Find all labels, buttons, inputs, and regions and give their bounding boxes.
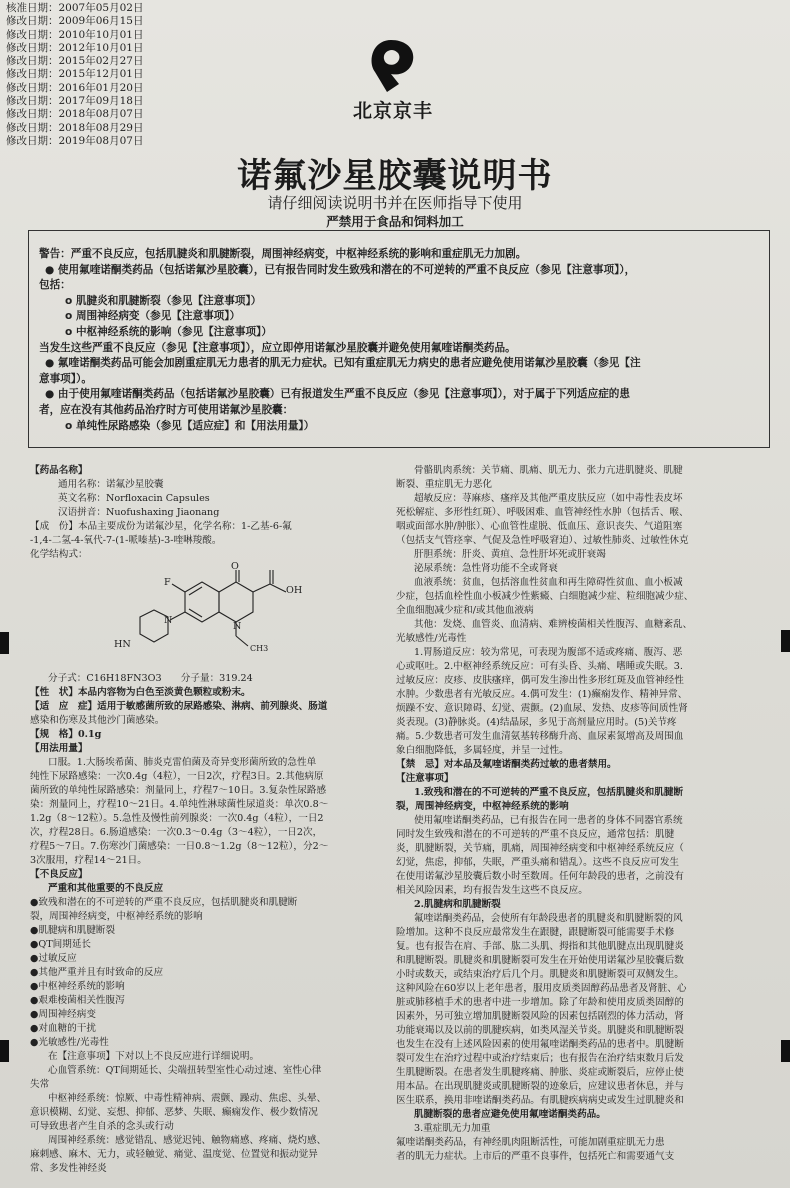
revision-date: 修改日期：2016年01月20日 [6,81,144,94]
right-text-line: 烦躁不安、意识障碍、幻觉、震颤。(2)血尿、发热、皮疹等间质性肾 [396,703,688,714]
right-text-line: 裂可发生在治疗过程中或治疗结束后；也有报告在治疗结束数月后发 [396,1053,684,1064]
right-text-line: 【注意事项】 [396,773,454,784]
right-text-line: 死松解症、多形性红斑）、呼吸困难、血管神经性水肿（包括舌、喉、 [396,507,689,518]
right-text-line: 肌腱断裂的患者应避免使用氟喹诺酮类药品。 [414,1109,606,1120]
right-text-line: 也发生在没有上述风险因素的使用氟喹诺酮类药品的患者中。肌腱断 [396,1039,684,1050]
left-text-line: ●艰难梭菌相关性腹泻 [30,995,125,1006]
warning-line: 意事项】）。 [39,372,92,385]
revision-date: 修改日期：2012年10月01日 [6,41,144,54]
right-text-line: 在使用诺氟沙星胶囊后数小时至数周。任何年龄段的患者，之前没有 [396,871,684,882]
left-text-line: 在【注意事项】下对以上不良反应进行详细说明。 [48,1051,260,1062]
right-text-line: 功能衰竭以及以前的肌腱疾病，如类风湿关节炎。肌腱炎和肌腱断裂 [396,1025,684,1036]
revision-date: 修改日期：2015年02月27日 [6,55,144,68]
warning-line: 当发生这些严重不良反应（参见【注意事项】），应立即停用诺氟沙星胶囊并避免使用氟喹诺酮类药品。 [39,341,516,354]
left-text-line: 失常 [30,1079,50,1090]
fold-mark-right-1 [781,630,790,652]
right-text-line: 【禁 忌】对本品及氟喹诺酮类药过敏的患者禁用。 [396,759,617,770]
left-text-line: 纯性下尿路感染：一次0.4g（4粒），一日2次，疗程3日。2.其他病原 [30,771,324,782]
revision-date: 修改日期：2010年10月01日 [6,28,144,41]
warning-line: 者，应在没有其他药品治疗时方可使用诺氟沙星胶囊： [39,403,294,416]
right-text-line: （包括支气管痉挛、气促及急性呼吸窘迫）、过敏性肺炎、过敏性休克 [396,535,689,546]
right-text-line: 小时或数天，或结束治疗后几个月。肌腱炎和肌腱断裂可双侧发生。 [396,969,684,980]
left-text-line: ●QT间期延长 [30,939,92,950]
left-text-line: 分子式：C16H18FN3O3 分子量：319.24 [48,673,253,684]
right-text-line: 用本品。在出现肌腱炎或肌腱断裂的迹象后，应建议患者休息，并与 [396,1081,684,1092]
document-subtitle: 请仔细阅读说明书并在医师指导下使用 [267,194,523,212]
right-text-line: 全血细胞减少症和/或其他血液病 [396,605,534,616]
right-text-line: 少症，包括血栓性血小板减少性紫癜、白细胞减少症、粒细胞减少症、 [396,591,694,602]
revision-date: 修改日期：2019年08月07日 [6,134,144,147]
left-text-line: 汉语拼音：Nuofushaxing Jiaonang [58,507,220,518]
left-text-line: 通用名称：诺氟沙星胶囊 [58,479,164,490]
right-text-line: 骨骼肌肉系统：关节痛、肌痛、肌无力、张力亢进肌腱炎、肌腱 [414,465,683,476]
left-text-line: 疗程5～7日。7.伤寒沙门菌感染：一日0.8～1.2g（8～12粒），分2～ [30,841,329,852]
fold-mark-left-2 [0,1040,9,1062]
right-text-line: 炎表现。(3)静脉炎。(4)结晶尿，多见于高剂量应用时。(5)关节疼 [396,717,677,728]
document-title: 诺氟沙星胶囊说明书 [237,156,553,196]
warning-line: 警告：严重不良反应，包括肌腱炎和肌腱断裂，周围神经病变，中枢神经系统的影响和重症肌无力加剧。 [39,248,527,260]
right-text-line: 过敏反应：皮疹、皮肤瘙痒，偶可发生渗出性多形红斑及血管神经性 [396,675,684,686]
left-column [30,464,390,1176]
warning-line: o 中枢神经系统的影响（参见【注意事项】） [65,325,272,338]
right-text-line: 泌尿系统：急性肾功能不全或肾衰 [414,563,558,574]
brand-logo [338,38,448,123]
boxed-warning [28,230,770,448]
left-text-line: ●周围神经病变 [30,1009,96,1020]
left-text-line: 染：剂量同上，疗程10～21日。4.单纯性淋球菌性尿道炎：单次0.8～ [30,799,329,810]
revision-date: 修改日期：2009年06月15日 [6,15,144,28]
left-text-line: 3次服用，疗程14～21日。 [30,855,147,866]
left-text-line: 【规 格】0.1g [30,729,102,740]
right-text-line: 3.重症肌无力加重 [414,1123,491,1134]
right-text-line: 断裂、重症肌无力恶化 [396,479,492,490]
left-text-line: ●光敏感性/光毒性 [30,1037,109,1048]
revision-date: 修改日期：2017年09月18日 [6,95,144,108]
left-text-line: 【用法用量】 [30,743,88,754]
left-text-line: 裂，周围神经病变，中枢神经系统的影响 [30,911,203,922]
right-text-line: 裂，周围神经病变，中枢神经系统的影响 [396,801,569,812]
revision-date: 核准日期：2007年05月02日 [6,2,144,14]
left-text-line: 心血管系统：QT间期延长、尖端扭转型室性心动过速、室性心律 [48,1065,322,1076]
chemical-structure [30,562,390,672]
left-text-line: 常、多发性神经炎 [30,1163,107,1174]
right-text-line: 因素外，另可独立增加肌腱断裂风险的因素包括剧烈的体力活动，肾 [396,1011,684,1022]
atom-hn: HN [114,639,131,650]
left-text-line: 感染和伤寒及其他沙门菌感染。 [30,715,165,726]
right-text-line: 2.肌腱病和肌腱断裂 [414,899,501,910]
left-text-line: -1,4-二氢-4-氧代-7-(1-哌嗪基)-3-喹啉羧酸。 [30,535,222,546]
logo-mark-icon [361,38,425,94]
right-text-line: 复。也有报告在肩、手部、肱二头肌、拇指和其他肌腱点出现肌腱炎 [396,941,684,952]
left-text-line: 口服。1.大肠埃希菌、肺炎克雷伯菌及奇异变形菌所致的急性单 [48,757,317,768]
usage-restriction: 严禁用于食品和饲料加工 [326,214,464,229]
right-text-line: 这种风险在60岁以上老年患者，服用皮质类固醇药品患者及肾脏、心 [396,983,687,994]
left-text-line: 英文名称：Norfloxacin Capsules [58,493,210,504]
right-text-line: 痛。5.少数患者可发生血清氨基转移酶升高、血尿素氮增高及周围血 [396,731,684,742]
right-text-line: 1.胃肠道反应：较为常见，可表现为腹部不适或疼痛、腹泻、恶 [414,647,683,658]
norfloxacin-structure-diagram [90,562,310,672]
right-text-line: 其他：发烧、血管炎、血清病、难辨梭菌相关性腹泻、血糖紊乱、 [414,619,693,630]
right-text-line: 血液系统：贫血，包括溶血性贫血和再生障碍性贫血、血小板减 [414,577,683,588]
left-text-line: 【药品名称】 [30,465,88,476]
right-text-line: 生肌腱断裂。在患者发生肌腱疼痛、肿胀、炎症或断裂后，应停止使 [396,1067,684,1078]
right-text-line: 水肿。少数患者有光敏反应。4.偶可发生：(1)癫痫发作、精神异常、 [396,689,688,700]
right-text-line: 险增加。这种不良反应最常发生在跟腱，跟腱断裂可能需要手术修 [396,927,675,938]
warning-line: o 肌腱炎和肌腱断裂（参见【注意事项】） [65,294,262,307]
left-text-line: ●中枢神经系统的影响 [30,981,125,992]
left-text-line: 1.2g（8～12粒）。5.急性及慢性前列腺炎：一次0.4g（4粒），一日2 [30,813,324,824]
left-text-line: 可导致患者产生自杀的念头或行动 [30,1121,174,1132]
right-text-line: 咽或面部水肿/肿胀）、心血管性虚脱、低血压、意识丧失、气道阻塞 [396,521,683,532]
left-text-line: ●其他严重并且有时致命的反应 [30,967,164,978]
right-text-line: 1.致残和潜在的不可逆转的严重不良反应，包括肌腱炎和肌腱断 [414,787,684,798]
right-text-line: 医生联系，换用非喹诺酮类药品。有肌腱疾病病史或发生过肌腱炎和 [396,1095,684,1106]
warning-line: ● 使用氟喹诺酮类药品（包括诺氟沙星胶囊），已有报告同时发生致残和潜在的不可逆转的严重不良反应（参见【注意事项】）， [45,263,636,276]
atom-oh: OH [286,585,303,596]
revision-history [6,2,143,148]
left-text-line: 【不良反应】 [30,869,88,880]
fold-mark-left-1 [0,632,9,654]
left-text-line: ●过敏反应 [30,953,77,964]
right-text-line: 脏或肺移植手术的患者中进一步增加。除了年龄和使用皮质类固醇的 [396,997,684,1008]
left-text-line: 中枢神经系统：惊厥、中毒性精神病、震颤、躁动、焦虑、头晕、 [48,1093,327,1104]
ethyl-label: CH3 [250,644,269,653]
right-text-line: 使用氟喹诺酮类药品，已有报告在同一患者的身体不同器官系统 [414,815,683,826]
warning-line: 包括： [39,279,71,292]
right-text-line: 光敏感性/光毒性 [396,633,467,644]
right-text-line: 同时发生致残和潜在的不可逆转的严重不良反应，通常包括：肌腱 [396,829,675,840]
atom-f: F [164,577,171,588]
revision-date: 修改日期：2015年12月01日 [6,68,144,81]
left-text-line: 意识模糊、幻觉、妄想、抑郁、恶梦、失眠、癫痫发作、极少数情况 [30,1107,318,1118]
revision-date: 修改日期：2018年08月29日 [6,121,144,134]
left-text-line: 化学结构式： [30,549,88,560]
right-text-line: 象白细胞降低，多属轻度，并呈一过性。 [396,745,569,756]
left-text-line: 周围神经系统：感觉错乱、感觉迟钝、触物痛感、疼痛、烧灼感、 [48,1135,327,1146]
left-text-line: 次，疗程28日。6.肠道感染：一次0.3～0.4g（3～4粒），一日2次， [30,827,323,838]
atom-n2: N [233,621,242,632]
right-text-line: 炎，肌腱断裂，关节痛，肌痛，周围神经病变和中枢神经系统反应（ [396,843,684,854]
brand-name: 北京京丰 [352,100,433,122]
fold-mark-right-2 [781,1040,790,1062]
right-text-line: 超敏反应：荨麻疹、瘙痒及其他严重皮肤反应（如中毒性表皮坏 [414,493,683,504]
left-text-line: ●对血糖的干扰 [30,1023,96,1034]
right-text-line: 氟喹诺酮类药品，会使所有年龄段患者的肌腱炎和肌腱断裂的风 [414,913,683,924]
right-text-line: 氟喹诺酮类药品，有神经肌肉阻断活性，可能加剧重症肌无力患 [396,1137,665,1148]
warning-line: o 周围神经病变（参见【注意事项】） [65,310,241,323]
right-text-line: 和肌腱断裂。肌腱炎和肌腱断裂可发生在开始使用诺氟沙星胶囊后数 [396,955,684,966]
left-text-line: 菌所致的单纯性尿路感染：剂量同上，疗程7～10日。3.复杂性尿路感 [30,785,327,796]
warning-line: o 单纯性尿路感染（参见【适应症】和【用法用量】） [65,419,315,432]
right-text-line: 肝胆系统：肝炎、黄疸、急性肝坏死或肝衰竭 [414,549,606,560]
left-text-line: ●致残和潜在的不可逆转的严重不良反应，包括肌腱炎和肌腱断 [30,897,298,908]
right-text-line: 幻觉，焦虑，抑郁，失眠，严重头痛和错乱）。这些不良反应可发生 [396,857,680,868]
right-text-line: 心或呕吐。2.中枢神经系统反应：可有头昏、头痛、嗜睡或失眠。3. [396,661,683,672]
left-text-line: 【适 应 症】适用于敏感菌所致的尿路感染、淋病、前列腺炎、肠道 [30,701,328,712]
left-text-line: 严重和其他重要的不良反应 [48,883,164,894]
left-text-line: 【成 份】本品主要成份为诺氟沙星，化学名称：1-乙基-6-氟 [30,521,292,532]
warning-line: ● 氟喹诺酮类药品可能会加剧重症肌无力患者的肌无力症状。已知有重症肌无力病史的患者应避免使用诺氟沙星胶囊（参见【注 [45,357,641,370]
revision-date: 修改日期：2018年08月07日 [6,108,144,121]
atom-o: O [231,561,239,572]
left-text-line: ●肌腱病和肌腱断裂 [30,925,116,936]
atom-n1: N [164,615,173,626]
left-text-line: 【性 状】本品内容物为白色至淡黄色颗粒或粉末。 [30,687,251,698]
left-text-line: 麻刺感、麻木、无力，或轻触觉、痛觉、温度觉、位置觉和振动觉异 [30,1149,318,1160]
warning-line: ● 由于使用氟喹诺酮类药品（包括诺氟沙星胶囊）已有报道发生严重不良反应（参见【注意事项】），对于属于下列适应症的患 [45,388,630,401]
right-text-line: 相关风险因素，均有报告发生这些不良反应。 [396,885,588,896]
right-column [396,464,766,1164]
right-text-line: 者的肌无力症状。上市后的严重不良事件，包括死亡和需要通气支 [396,1151,675,1162]
